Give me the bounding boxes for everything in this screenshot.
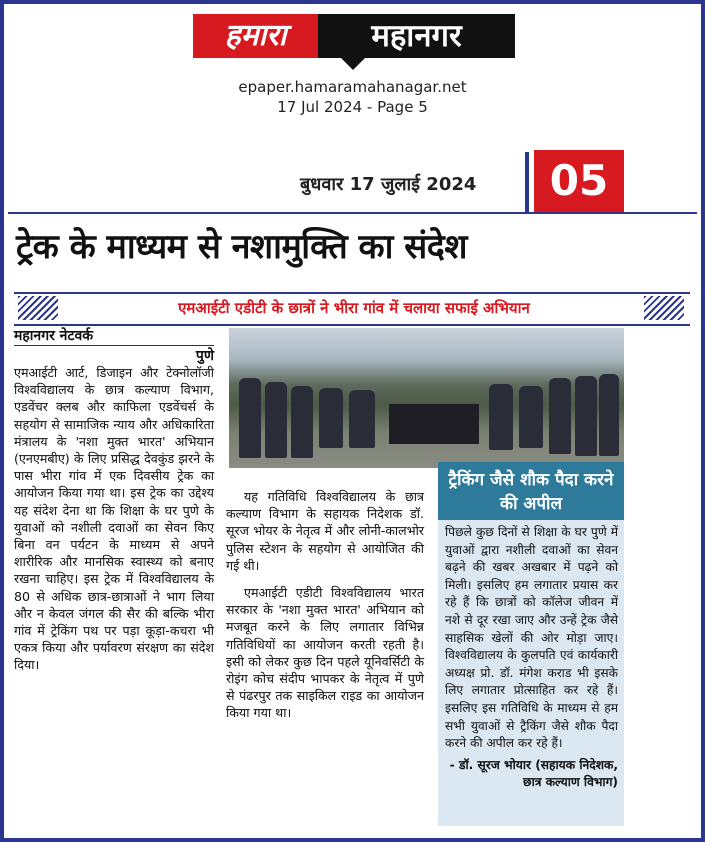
logo-notch: [341, 58, 365, 70]
photo-person: [291, 386, 313, 458]
logo-part1: हमारा: [193, 14, 318, 58]
group-photo: [229, 328, 624, 468]
sidebar-box: [438, 520, 624, 826]
logo-part2: महानगर: [318, 14, 515, 58]
photo-person: [575, 376, 597, 456]
subheadline-bar: [14, 292, 690, 326]
dateline: पुणे: [195, 348, 214, 364]
photo-person: [239, 378, 261, 458]
stripe-decoration: [644, 296, 684, 320]
headline: ट्रेक के माध्यम से नशामुक्ति का संदेश: [16, 227, 467, 267]
photo-person: [319, 388, 343, 448]
photo-person: [549, 378, 571, 454]
issue-date: बुधवार 17 जुलाई 2024: [300, 174, 477, 195]
source-url: epaper.hamaramahanagar.net: [238, 78, 467, 96]
article-paragraph: एमआईटी एडीटी विश्वविद्यालय भारत सरकार के 'नशा मुक्त भारत' अभियान को मजबूत करने के लिए लगातार विभिन्न गतिविधियों का आयोजन करती रहती है। इसी को लेकर कुछ दिन पहले यूनिवर्सिटी के रोइंग कोच संदीप भापकर के नेतृत्व में पुणे से पंढरपुर तक साइकिल राइड का आयोजन किया गया था।: [226, 585, 424, 721]
photo-person: [349, 390, 375, 448]
page-number: 05: [534, 150, 624, 212]
sidebar-heading: ट्रैकिंग जैसे शौक पैदा करने की अपील: [438, 462, 624, 520]
issue-divider: [525, 152, 529, 212]
photo-person: [489, 384, 513, 450]
masthead-logo: [193, 14, 515, 58]
article-paragraph: एमआईटी आर्ट, डिजाइन और टेक्नोलॉजी विश्वविद्यालय के छात्र कल्याण विभाग, एडवेंचर क्लब और काफिला एडवेंचर्स के सहयोग से सामाजिक न्याय और अधिकारिता मंत्रालय के 'नशा मुक्त भारत' अभियान (एनएमबीए) के लिए प्रसिद्ध देवकुंड झरने के पास भीरा गांव में एक दिवसीय ट्रेक का आयोजन किया गया था। इस ट्रेक का उद्देश्य यह संदेश देना था कि शिक्षा के घर पुणे के युवाओं को नशीली दवाओं का सेवन किए बिना वन पर्यटन के माध्यम से अपने शारीरिक और मानसिक स्वास्थ्य को बनाए रखना चाहिए। इस ट्रेक में विश्वविद्यालय के 80 से अधिक छात्र-छात्राओं ने भाग लिया और न केवल जंगल की सैर की बल्कि भीरा गांव में ट्रेकिंग पथ पर पड़ा कूड़ा-कचरा भी एकत्र किया और पर्यावरण संरक्षण का संदेश दिया।: [14, 365, 214, 673]
article-paragraph: यह गतिविधि विश्वविद्यालय के छात्र कल्याण विभाग के सहायक निदेशक डॉ. सूरज भोयर के नेतृत्व में और लोनी-कालभोर पुलिस स्टेशन के सहयोग से आयोजित की गई थी।: [226, 489, 424, 573]
header-rule: [8, 212, 697, 214]
photo-person: [519, 386, 543, 448]
byline: महानगर नेटवर्क: [14, 326, 214, 346]
article-column-1: [14, 364, 214, 674]
photo-person: [599, 374, 619, 456]
edition-info: 17 Jul 2024 - Page 5: [277, 98, 428, 116]
photo-banner: [389, 404, 479, 444]
article-column-2: [226, 488, 424, 732]
subheadline: एमआईटी एडीटी के छात्रों ने भीरा गांव में चलाया सफाई अभियान: [178, 299, 530, 317]
photo-person: [265, 382, 287, 458]
sidebar-body: पिछले कुछ दिनों से शिक्षा के घर पुणे में युवाओं द्वारा नशीली दवाओं का सेवन बढ़ने की खबर अखबार में पढ़ने को मिली। इसलिए हम लगातार प्रयास कर रहे हैं कि छात्रों को कॉलेज जीवन में नशे से दूर रखा जाए और उन्हें ट्रेक जैसे साहसिक खेलों की ओर मोड़ा जाए। विश्वविद्यालय के कुलपति एवं कार्यकारी अध्यक्ष प्रो. डॉ. मंगेश कराड भी इसके लिए लगातार प्रोत्साहित कर रहे हैं। इसलिए इस गतिविधि के माध्यम से हम सभी युवाओं से ट्रैकिंग जैसे शौक पैदा करने की अपील कर रहे हैं।: [445, 525, 618, 751]
sidebar-signature: - डॉ. सूरज भोयार (सहायक निदेशक, छात्र कल्याण विभाग): [449, 757, 618, 790]
stripe-decoration: [18, 296, 58, 320]
